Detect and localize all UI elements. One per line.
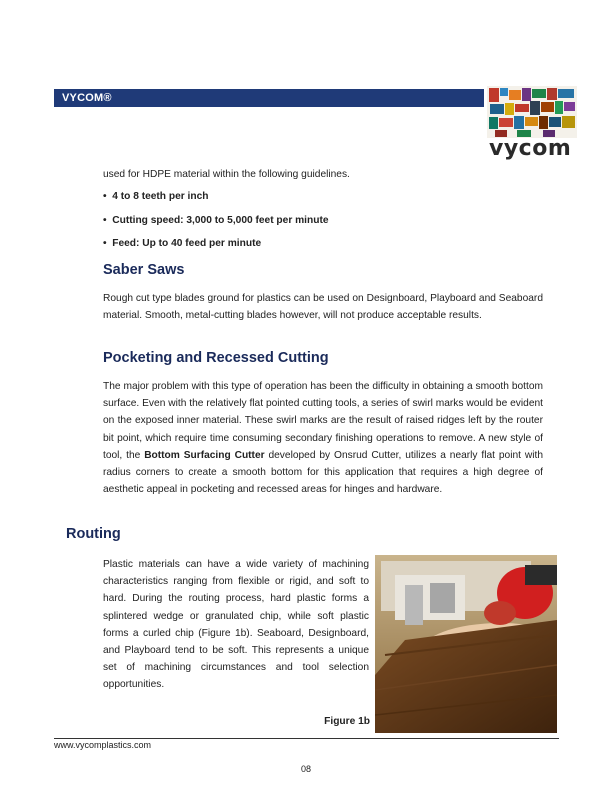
header-bar <box>54 89 484 107</box>
logo-mosaic-icon <box>487 86 577 138</box>
footer-url[interactable]: www.vycomplastics.com <box>54 740 152 750</box>
header-brand: VYCOM® <box>62 92 112 104</box>
bullet-text: Feed: Up to 40 feed per minute <box>112 238 262 249</box>
bullet-item <box>103 191 208 202</box>
section-title-routing: Routing <box>66 526 121 542</box>
page-number: 08 <box>300 764 311 774</box>
bottom-surfacing-cutter: Bottom Surfacing Cutter <box>144 449 265 461</box>
bullet-marker: • <box>103 238 107 249</box>
pocketing-text-part-1: The major problem with this type of operation has been the difficulty in obtaining a smooth bottom surface. Even with the relatively flat pointed cutting tools, a series of swirl marks would be evident on the exposed inner material. These swirl marks are the result of raised ridges left by the router bit point, which require time consuming secondary finishing operations to remove. A new style of tool, the <box>103 381 543 461</box>
router-cutting-photo <box>375 555 557 733</box>
bullet-marker: • <box>103 191 107 202</box>
figure-caption: Figure 1b <box>324 716 370 727</box>
bullet-item <box>103 238 261 249</box>
pocketing-text <box>103 378 543 498</box>
footer-divider <box>54 738 559 739</box>
logo-wordmark: vycom <box>489 136 572 161</box>
section-title-pocketing: Pocketing and Recessed Cutting <box>103 350 329 366</box>
bullet-marker: • <box>103 215 107 226</box>
section-title-saber-saws: Saber Saws <box>103 262 185 278</box>
bullet-text: 4 to 8 teeth per inch <box>112 191 209 202</box>
bullet-item <box>103 215 329 226</box>
routing-text: Plastic materials can have a wide variety of machining characteristics ranging from flexible or rigid, and soft to hard. During the routing process, hard plastic forms a splintered wedge or granulated chip, while soft plastic forms a curled chip (Figure 1b). Seaboard, Designboard, and Playboard tend to be soft. This represents a unique set of machining circumstances and tool selection opportunities. <box>103 559 369 691</box>
intro-text: used for HDPE material within the following guidelines. <box>103 169 350 180</box>
vycom-logo <box>487 86 577 161</box>
pocketing-text-part-2: developed by Onsrud Cutter, utilizes a nearly flat point with radius corners to create a smooth bottom for this application that requires a high degree of aesthetic appeal in pocketing and recessed areas for hinges and hardware. <box>103 449 543 496</box>
bullet-text: Cutting speed: 3,000 to 5,000 feet per minute <box>112 215 329 226</box>
saber-saws-text: Rough cut type blades ground for plastics can be used on Designboard, Playboard and Seaboard material. Smooth, metal-cutting blades however, will not produce acceptable results. <box>103 293 543 322</box>
